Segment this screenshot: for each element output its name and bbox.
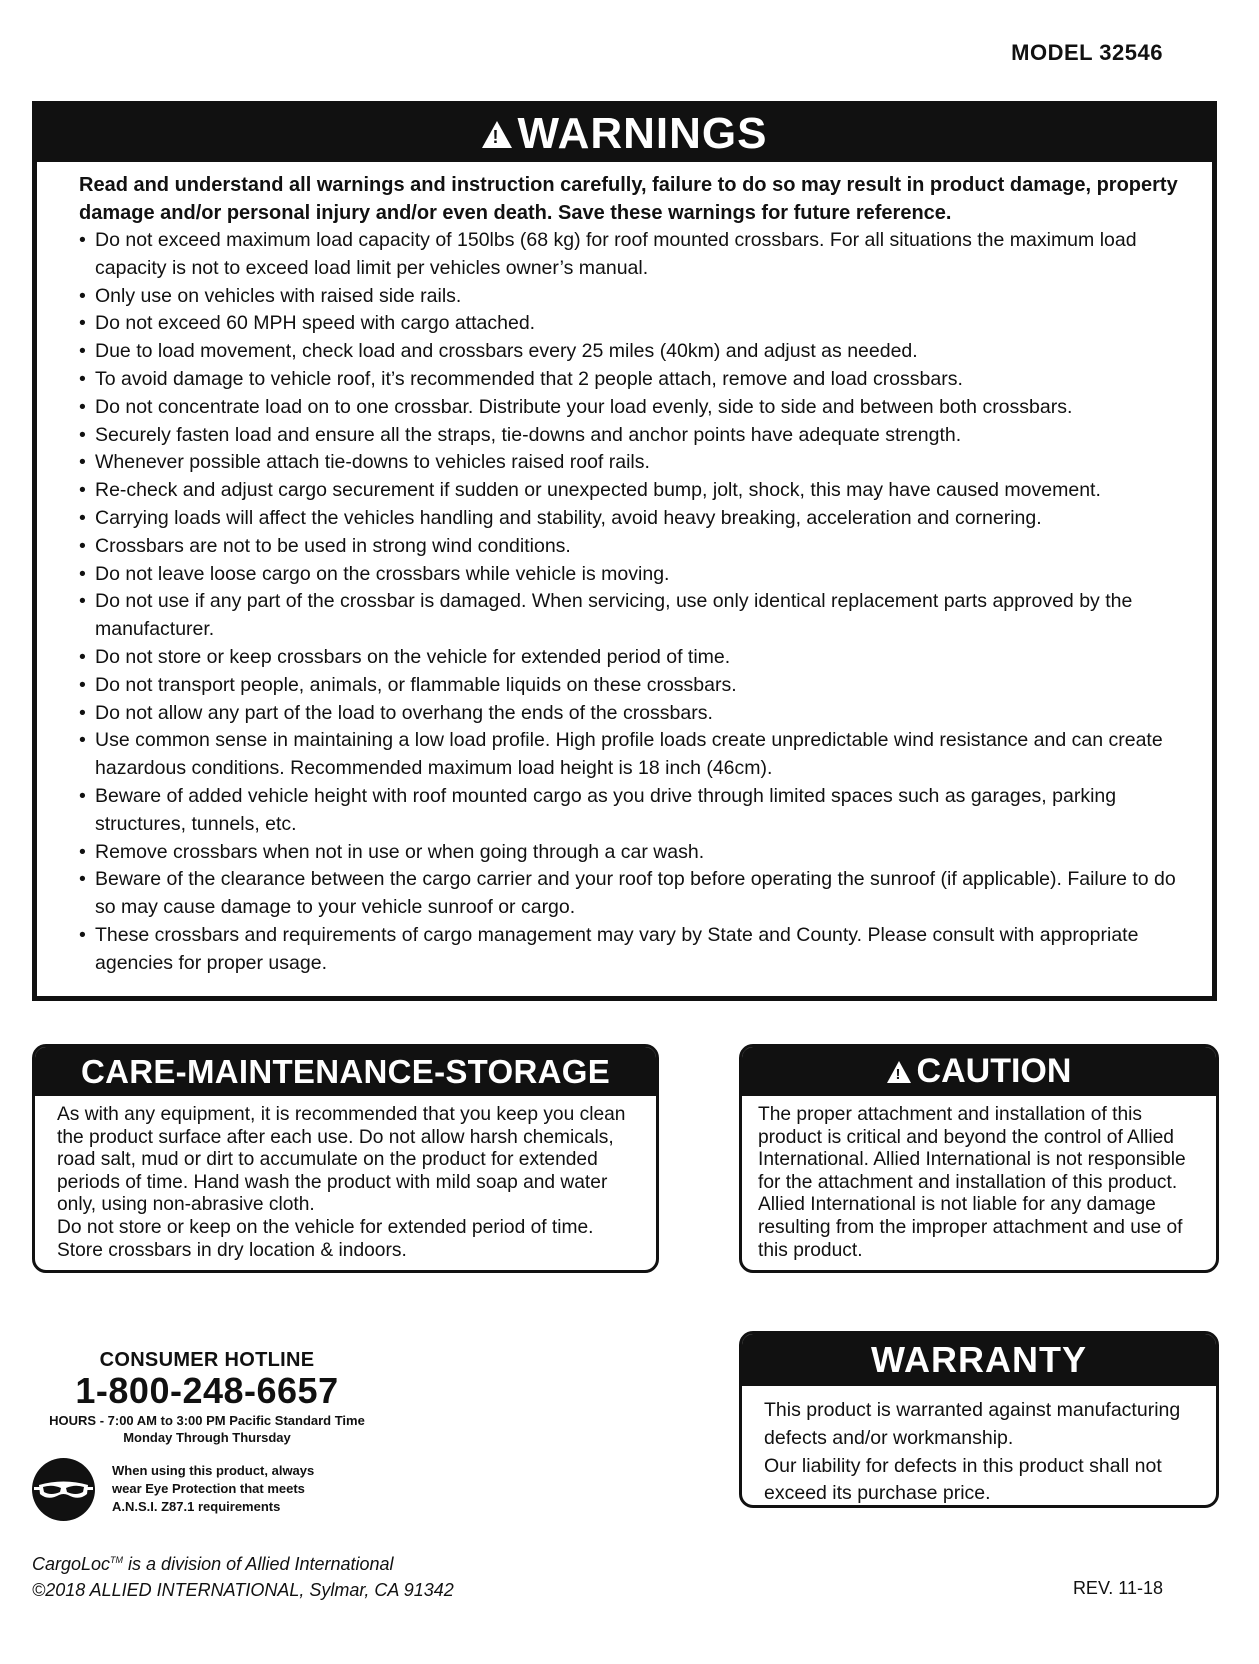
eye-protection-line: When using this product, always [112, 1463, 315, 1478]
division-text: is a division of Allied International [123, 1554, 394, 1574]
care-maintenance-storage-box [32, 1044, 659, 1273]
care-text: As with any equipment, it is recommended that you keep you clean the product surface after each use. Do not allow harsh chemicals, road salt, mud or dirt to accumulate on the product for extended periods of time. Hand wash the product with mild soap and water only, using non-abrasive cloth. [57, 1104, 626, 1216]
warning-item: • These crossbars and requirements of cargo management may vary by State and County. Please consult with appropriate agencies for proper usage. [79, 922, 1179, 978]
warranty-body [742, 1386, 1216, 1508]
caution-title: CAUTION [916, 1052, 1072, 1090]
warning-item: • Use common sense in maintaining a low load profile. High profile loads create unpredictable wind resistance and can create hazardous conditions. Recommended maximum load height is 18 inch (46cm). [79, 727, 1179, 783]
warning-triangle-icon [887, 1061, 911, 1083]
warning-item: • Due to load movement, check load and crossbars every 25 miles (40km) and adjust as needed. [79, 338, 1179, 366]
warning-item: • Do not concentrate load on to one crossbar. Distribute your load evenly, side to side and between both crossbars. [79, 394, 1179, 422]
caution-header [742, 1047, 1216, 1096]
warning-item: • Securely fasten load and ensure all the straps, tie-downs and anchor points have adequate strength. [79, 422, 1179, 450]
eye-protection-line: wear Eye Protection that meets [112, 1481, 305, 1496]
warning-item: • Whenever possible attach tie-downs to vehicles raised roof rails. [79, 449, 1179, 477]
safety-goggles-icon [32, 1458, 95, 1521]
warning-item: • Only use on vehicles with raised side rails. [79, 283, 1179, 311]
revision-number: REV. 11-18 [1072, 1578, 1163, 1598]
warning-item: • Do not leave loose cargo on the crossbars while vehicle is moving. [79, 561, 1179, 589]
warning-item: • Re-check and adjust cargo securement if sudden or unexpected bump, jolt, shock, this may have caused movement. [79, 477, 1179, 505]
care-storage-text: Do not store or keep on the vehicle for extended period of time. Store crossbars in dry location & indoors. [57, 1216, 594, 1261]
warning-item: • Carrying loads will affect the vehicles handling and stability, avoid heavy breaking, acceleration and cornering. [79, 505, 1179, 533]
warnings-title: WARNINGS [517, 109, 768, 158]
warning-item: • Remove crossbars when not in use or when going through a car wash. [79, 839, 1179, 867]
warning-triangle-icon [482, 121, 512, 148]
footer-division [32, 1554, 394, 1575]
warranty-title: WARRANTY [742, 1334, 1216, 1386]
warning-item: • To avoid damage to vehicle roof, it’s recommended that 2 people attach, remove and load crossbars. [79, 366, 1179, 394]
warranty-liability-text: Our liability for defects in this product shall not exceed its purchase price. [764, 1454, 1162, 1505]
warranty-text: This product is warranted against manufacturing defects and/or workmanship. [764, 1399, 1181, 1449]
hotline-days: Monday Through Thursday [123, 1430, 291, 1445]
warning-item: • Do not transport people, animals, or flammable liquids on these crossbars. [79, 672, 1179, 700]
warning-item: • Beware of added vehicle height with roof mounted cargo as you drive through limited spaces such as garages, parking structures, tunnels, etc. [79, 783, 1179, 839]
warning-item: • Crossbars are not to be used in strong wind conditions. [79, 533, 1179, 561]
warning-item: • Do not use if any part of the crossbar is damaged. When servicing, use only identical replacement parts approved by the manufacturer. [79, 588, 1179, 644]
eye-protection-line: A.N.S.I. Z87.1 requirements [112, 1499, 281, 1514]
warnings-list [79, 227, 1179, 978]
consumer-hotline [32, 1349, 382, 1446]
caution-text: The proper attachment and installation of this product is critical and beyond the control of Allied International. Allied International is not responsible for the attachment and installation of this product. Allied International is not liable for any damage resulting from the improper attachment and use of this product. [758, 1104, 1186, 1261]
hotline-number: 1-800-248-6657 [75, 1370, 339, 1411]
model-number: MODEL 32546 [1011, 40, 1163, 65]
footer-copyright: ©2018 ALLIED INTERNATIONAL, Sylmar, CA 91342 [32, 1580, 454, 1600]
care-body [35, 1096, 656, 1262]
warnings-section [32, 101, 1217, 1001]
caution-box [739, 1044, 1219, 1273]
warnings-body [79, 172, 1179, 978]
trademark: TM [110, 1555, 124, 1565]
eye-protection-notice [112, 1462, 314, 1516]
warning-item: • Do not allow any part of the load to overhang the ends of the crossbars. [79, 700, 1179, 728]
warnings-header [37, 106, 1212, 162]
brand-name: CargoLoc [32, 1554, 111, 1574]
warranty-box [739, 1331, 1219, 1508]
warning-item: • Do not store or keep crossbars on the vehicle for extended period of time. [79, 644, 1179, 672]
warning-item: • Beware of the clearance between the cargo carrier and your roof top before operating the sunroof (if applicable). Failure to do so may cause damage to your vehicle sunroof or cargo. [79, 866, 1179, 922]
warning-item: • Do not exceed 60 MPH speed with cargo attached. [79, 310, 1179, 338]
hotline-hours: HOURS - 7:00 AM to 3:00 PM Pacific Standard Time [49, 1413, 365, 1428]
warning-item: • Do not exceed maximum load capacity of 150lbs (68 kg) for roof mounted crossbars. For all situations the maximum load capacity is not to exceed load limit per vehicles owner’s manual. [79, 227, 1179, 283]
warnings-intro: Read and understand all warnings and instruction carefully, failure to do so may result in product damage, property damage and/or personal injury and/or even death. Save these warnings for future reference. [79, 174, 1178, 224]
hotline-label: CONSUMER HOTLINE [99, 1349, 315, 1371]
care-title: CARE-MAINTENANCE-STORAGE [35, 1047, 656, 1096]
